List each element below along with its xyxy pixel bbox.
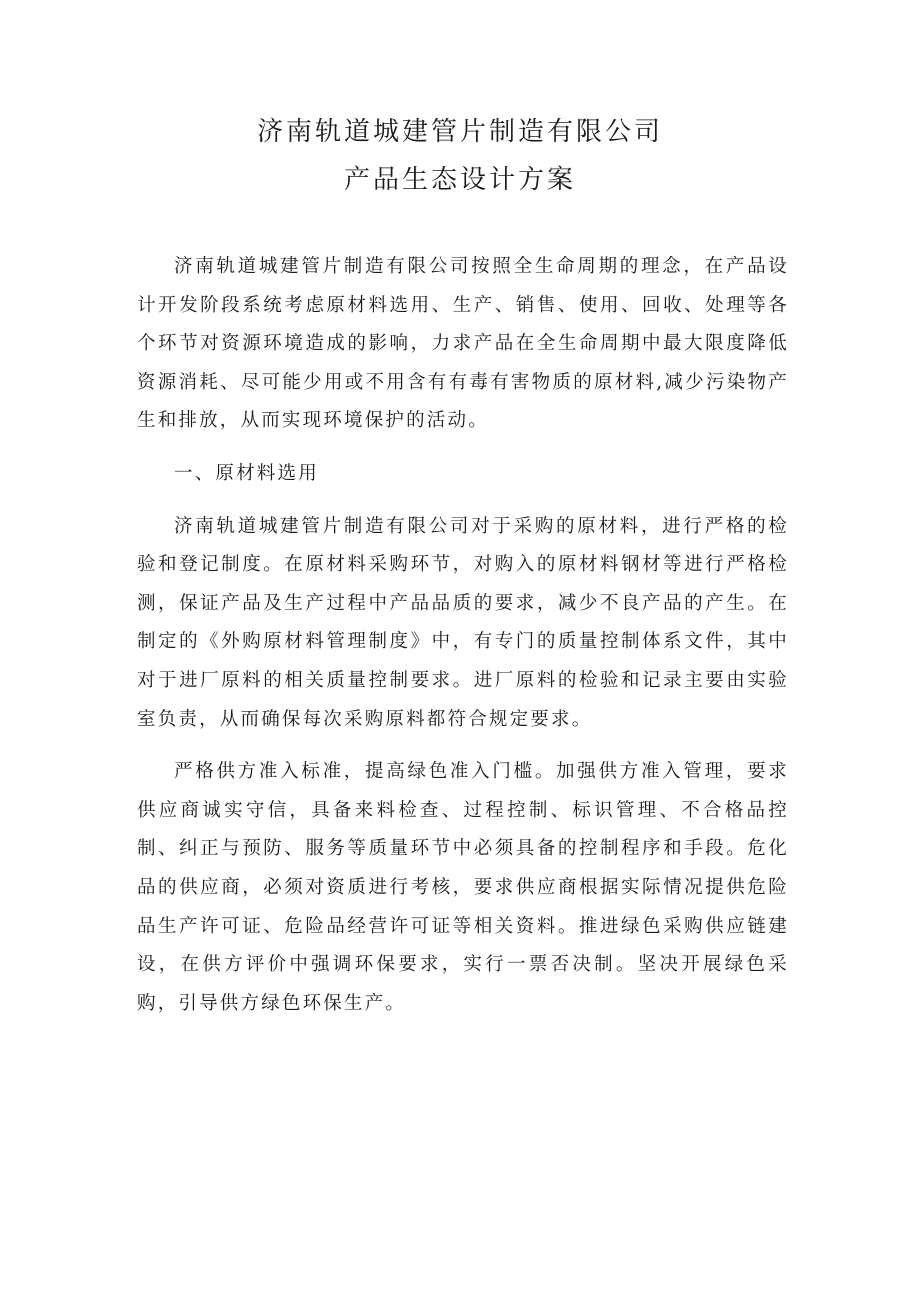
raw-materials-paragraph: 济南轨道城建管片制造有限公司对于采购的原材料，进行严格的检验和登记制度。在原材料采购环节，对购入的原材料钢材等进行严格检测，保证产品及生产过程中产品品质的要求，减少不良产品的产生。在制定的《外购原材料管理制度》中，有专门的质量控制体系文件，其中对于进厂原料的相关质量控制要求。进厂原料的检验和记录主要由实验室负责，从而确保每次采购原料都符合规定要求。	[137, 515, 789, 730]
document-title: 济南轨道城建管片制造有限公司	[256, 117, 663, 147]
document-subtitle: 产品生态设计方案	[343, 165, 576, 195]
intro-paragraph: 济南轨道城建管片制造有限公司按照全生命周期的理念，在产品设计开发阶段系统考虑原材料选用、生产、销售、使用、回收、处理等各个环节对资源环境造成的影响，力求产品在全生命周期中最大限度降低资源消耗、尽可能少用或不用含有有毒有害物质的原材料,减少污染物产生和排放，从而实现环境保护的活动。	[137, 256, 789, 432]
title-block	[0, 108, 920, 204]
section-heading-raw-materials: 一、原材料选用	[174, 462, 319, 484]
document-body	[137, 248, 789, 1037]
supplier-paragraph: 严格供方准入标准，提高绿色准入门槛。加强供方准入管理，要求供应商诚实守信，具备来料检查、过程控制、标识管理、不合格品控制、纠正与预防、服务等质量环节中必须具备的控制程序和手段。危化品的供应商，必须对资质进行考核，要求供应商根据实际情况提供危险品生产许可证、危险品经营许可证等相关资料。推进绿色采购供应链建设，在供方评价中强调环保要求，实行一票否决制。坚决开展绿色采购，引导供方绿色环保生产。	[137, 761, 789, 1014]
